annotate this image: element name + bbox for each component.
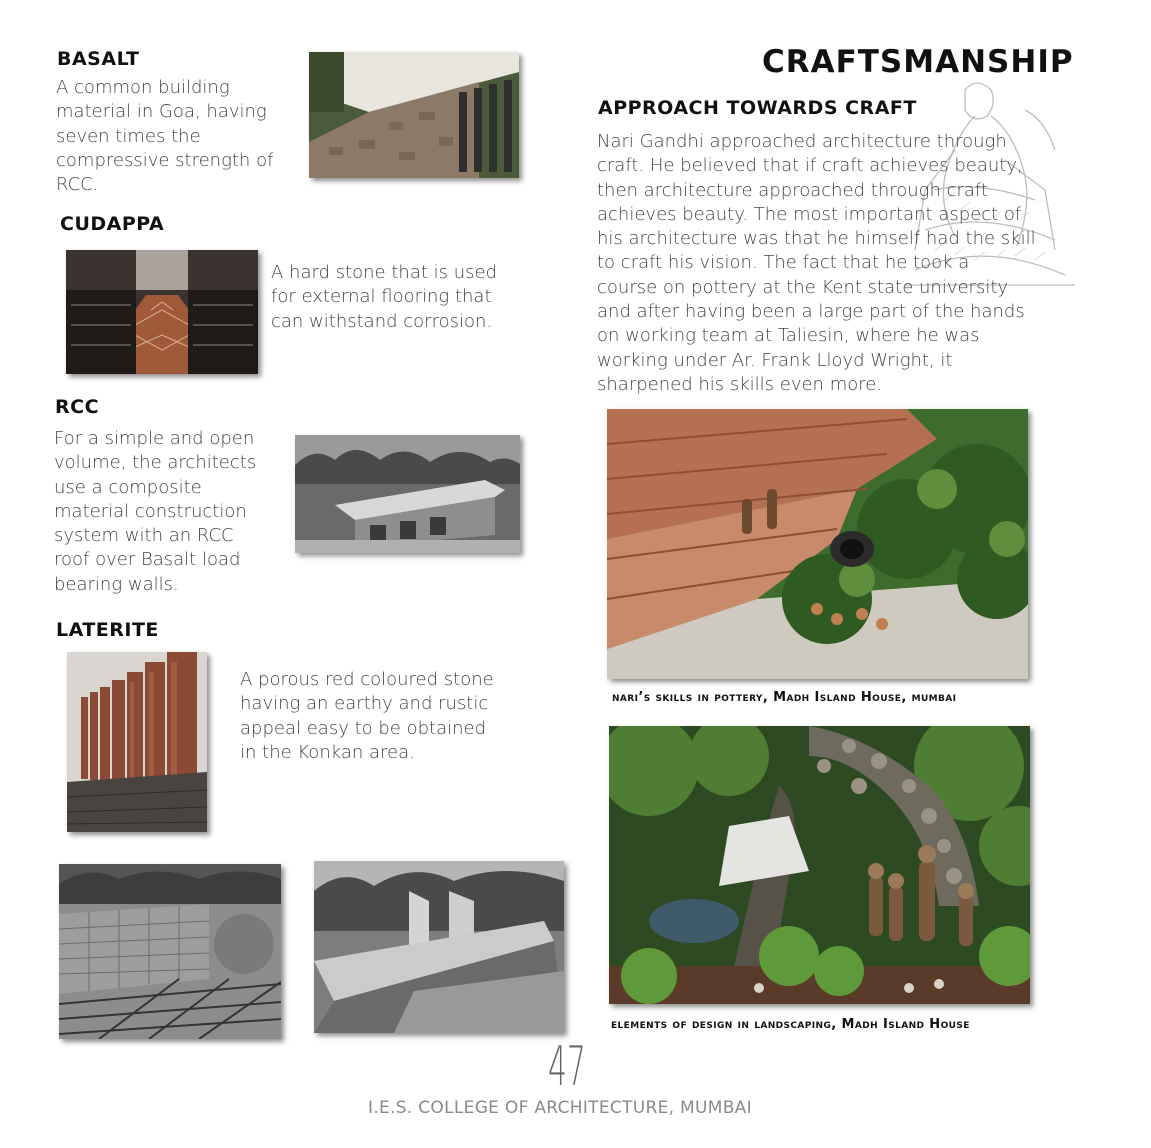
rcc-line: material construction [54, 500, 247, 522]
cudappa-line: A hard stone that is used [271, 262, 498, 283]
cudappa-line: for external flooring that [271, 286, 492, 308]
laterite-line: having an earthy and rustic [240, 693, 489, 715]
basalt-line: seven times the [56, 125, 201, 147]
basalt-description [56, 76, 273, 197]
craft-heading: APPROACH TOWARDS CRAFT [598, 97, 917, 119]
craft-line: Nari Gandhi approached architecture through [597, 131, 1007, 152]
laterite-line: appeal easy to be obtained [240, 717, 487, 739]
cudappa-description [271, 261, 497, 334]
craft-line: his architecture was that he himself had the skill [597, 228, 1036, 250]
rcc-description [54, 427, 256, 597]
cudappa-heading: CUDAPPA [60, 213, 165, 235]
college-footer: I.E.S. COLLEGE OF ARCHITECTURE, MUMBAI [368, 1098, 752, 1118]
page-number: 47 [548, 1035, 586, 1098]
cudappa-line: can withstand corrosion. [271, 310, 493, 332]
construction-site-photo [59, 864, 281, 1039]
craft-line: craft. He believed that if craft achieves beauty, [597, 155, 1023, 177]
rcc-line: For a simple and open [54, 428, 255, 449]
basalt-wall-photo [309, 52, 519, 178]
rcc-line: volume, the architects [54, 452, 257, 474]
cudappa-floor-photo [66, 250, 258, 374]
landscaping-caption: elements of design in landscaping, Madh Island House [611, 1017, 970, 1032]
craft-line: achieves beauty. The most important aspect of [597, 203, 1022, 225]
laterite-line: A porous red coloured stone [240, 669, 494, 690]
basalt-line: compressive strength of [56, 149, 274, 171]
landscaping-photo [609, 726, 1030, 1004]
rcc-line: use a composite [54, 476, 202, 498]
laterite-description [240, 668, 494, 765]
craft-line: on working team at Taliesin, where he was [597, 325, 980, 347]
craft-line: course on pottery at the Kent state university [597, 276, 1009, 298]
page-title: CRAFTSMANSHIP [762, 44, 1074, 80]
basalt-line: material in Goa, having [56, 101, 267, 123]
laterite-heading: LATERITE [56, 619, 159, 641]
wall-construction-photo [314, 861, 564, 1033]
rcc-line: roof over Basalt load [54, 549, 241, 571]
laterite-columns-photo [67, 652, 207, 832]
craft-description [597, 130, 1036, 397]
rcc-heading: RCC [55, 396, 100, 418]
craft-line: working under Ar. Frank Lloyd Wright, it [597, 349, 953, 371]
pottery-photo [607, 409, 1028, 679]
rcc-line: system with an RCC [54, 525, 234, 547]
craft-line: to craft his vision. The fact that he took a [597, 252, 970, 274]
basalt-line: A common building [56, 77, 230, 98]
rcc-building-photo [295, 435, 520, 553]
craft-line: and after having been a large part of the hands [597, 301, 1025, 323]
pottery-caption: nari’s skills in pottery, Madh Island House, mumbai [612, 690, 957, 705]
basalt-line: RCC. [56, 174, 99, 196]
laterite-line: in the Konkan area. [240, 741, 415, 763]
craft-line: sharpened his skills even more. [597, 373, 883, 395]
rcc-line: bearing walls. [54, 573, 179, 595]
basalt-heading: BASALT [57, 48, 140, 70]
craft-line: then architecture approached through craft [597, 179, 988, 201]
